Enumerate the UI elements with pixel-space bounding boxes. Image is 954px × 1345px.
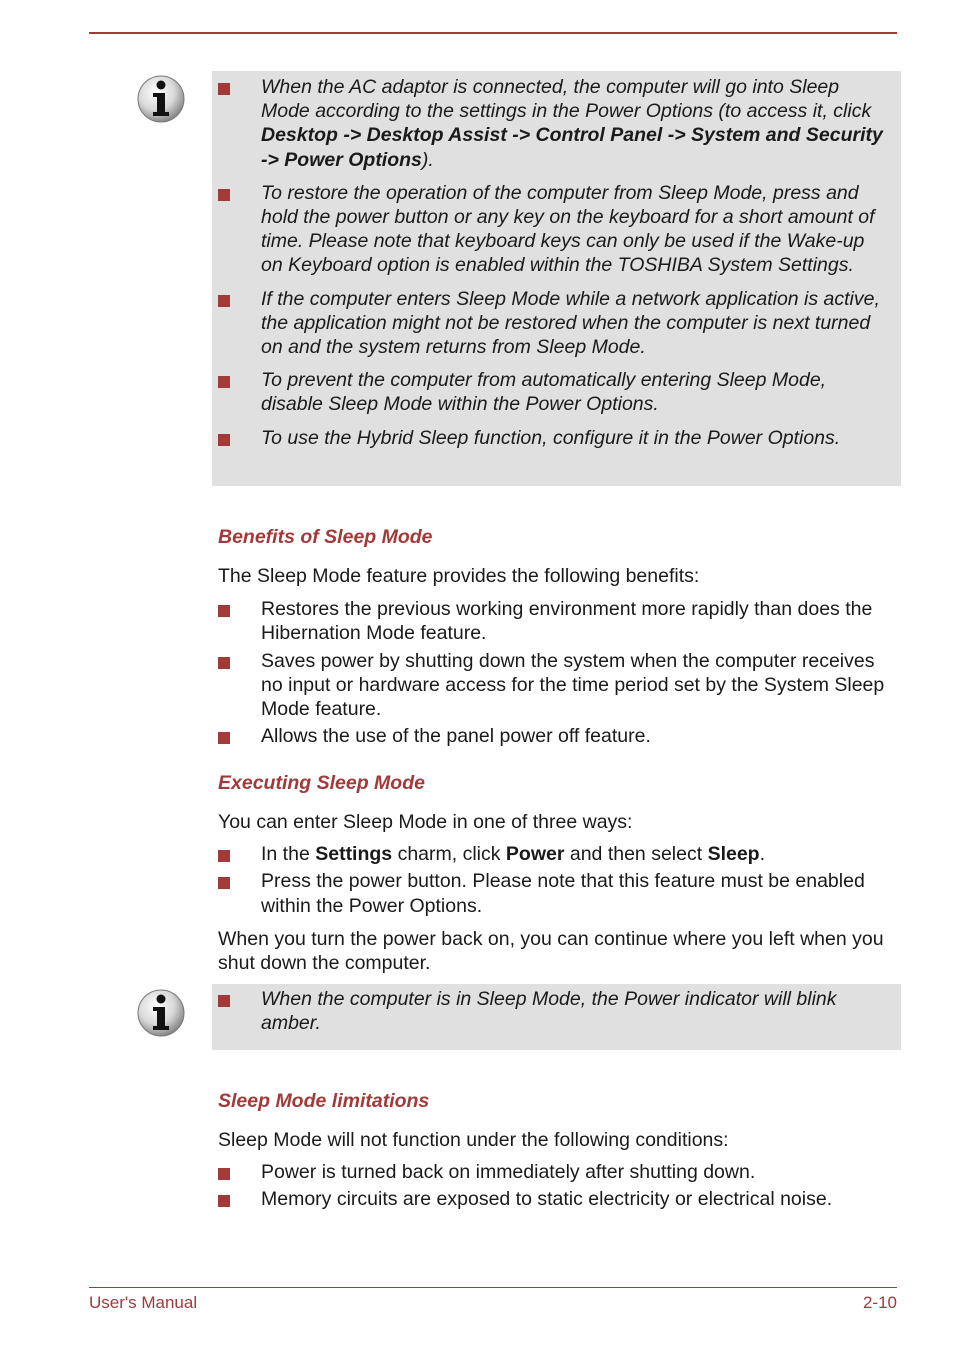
section-intro: Sleep Mode will not function under the following conditions: — [218, 1129, 729, 1151]
section-outro: When you turn the power back on, you can continue where you left when you shut down the computer. — [218, 927, 884, 975]
ui-term: Settings — [315, 843, 393, 866]
list-item-text: Restores the previous working environment more rapidly than does the Hibernation Mode feature. — [261, 598, 873, 645]
list-item — [218, 842, 898, 866]
list-item — [218, 724, 898, 748]
section-limitations — [218, 1089, 898, 1212]
list-item-text: Memory circuits are exposed to static electricity or electrical noise. — [261, 1188, 833, 1211]
info-icon — [136, 988, 186, 1038]
list-item-text: Power is turned back on immediately after shutting down. — [261, 1161, 756, 1184]
note-item — [212, 987, 891, 1035]
bullet-square — [218, 1195, 230, 1207]
menu-path: Desktop -> Desktop Assist -> Control Panel -> System and Security -> Power Options — [261, 124, 883, 171]
list-item — [218, 869, 898, 917]
bullet-square — [218, 850, 230, 862]
list-item-text: and then select — [564, 843, 708, 866]
bullet-square — [218, 189, 230, 201]
info-icon — [136, 74, 186, 124]
note-text: If the computer enters Sleep Mode while a network application is active, the application might not be restored when the computer is next turned on and the system returns from Sleep Mode. — [261, 287, 880, 359]
note-text: To use the Hybrid Sleep function, configure it in the Power Options. — [261, 426, 841, 449]
footer-rule — [89, 1287, 897, 1288]
footer-manual-title: User's Manual — [89, 1293, 198, 1312]
bullet-square — [218, 376, 230, 388]
note-item — [212, 181, 891, 278]
header-rule — [89, 32, 897, 34]
list-item — [218, 1187, 898, 1211]
bullet-square — [218, 1168, 230, 1180]
section-executing — [218, 771, 898, 975]
ui-term: Sleep — [707, 843, 760, 866]
note-text: To restore the operation of the computer from Sleep Mode, press and hold the power button or any key on the keyboard for a short amount of time. Please note that keyboard keys can only be used if the Wake-up on Keyboard option is enabled within the TOSHIBA System Settings. — [261, 181, 875, 277]
section-heading: Benefits of Sleep Mode — [218, 526, 433, 548]
list-item-text: Allows the use of the panel power off feature. — [261, 725, 651, 748]
note-item — [212, 75, 891, 172]
list-item-text: Saves power by shutting down the system when the computer receives no input or hardware access for the time period set by the System Sleep Mode feature. — [261, 649, 885, 721]
page-number: 2-10 — [862, 1293, 897, 1312]
note-item — [212, 368, 891, 416]
note-item — [212, 426, 891, 450]
section-intro: The Sleep Mode feature provides the following benefits: — [218, 565, 700, 587]
note-text: When the computer is in Sleep Mode, the Power indicator will blink amber. — [261, 988, 837, 1035]
bullet-square — [218, 434, 230, 446]
bullet-square — [218, 877, 230, 889]
list-item — [218, 597, 898, 645]
section-heading: Sleep Mode limitations — [218, 1090, 430, 1112]
section-heading: Executing Sleep Mode — [218, 772, 425, 794]
note-text: To prevent the computer from automatically entering Sleep Mode, disable Sleep Mode within the Power Options. — [261, 369, 827, 416]
section-benefits — [218, 525, 898, 748]
note-item — [212, 287, 891, 360]
bullet-square — [218, 605, 230, 617]
list-item-text: Press the power button. Please note that this feature must be enabled within the Power Options. — [261, 870, 865, 917]
bullet-square — [218, 295, 230, 307]
ui-term: Power — [505, 843, 565, 866]
bullet-square — [218, 83, 230, 95]
list-item-text: charm, click — [392, 843, 506, 866]
list-item — [218, 649, 898, 722]
section-intro: You can enter Sleep Mode in one of three ways: — [218, 811, 633, 833]
bullet-square — [218, 732, 230, 744]
bullet-square — [218, 995, 230, 1007]
note-box-power-indicator — [212, 984, 901, 1050]
bullet-square — [218, 657, 230, 669]
list-item-text: . — [759, 843, 766, 866]
list-item-text: In the — [261, 843, 316, 866]
note-text: ). — [421, 148, 434, 171]
note-text: When the AC adaptor is connected, the computer will go into Sleep Mode according to the settings in the Power Options (to access it, click — [261, 76, 872, 123]
note-box-sleep-info — [212, 71, 901, 486]
list-item — [218, 1160, 898, 1184]
